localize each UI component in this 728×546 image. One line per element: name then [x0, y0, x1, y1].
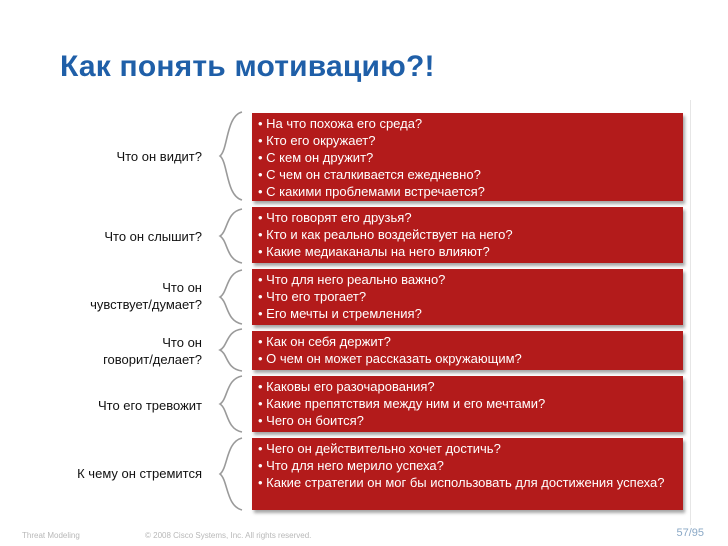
bullet-item: • Что для него реально важно?: [258, 272, 446, 287]
bullet-item: • Как он себя держит?: [258, 334, 391, 349]
row-label-aspires: К чему он стремится: [77, 466, 202, 481]
bullet-item: • Что говорят его друзья?: [258, 210, 412, 225]
bullet-item: • Каковы его разочарования?: [258, 379, 435, 394]
bullet-item: • Его мечты и стремления?: [258, 306, 422, 321]
bullet-item: • Какие препятствия между ним и его мечтами?: [258, 396, 546, 411]
bullet-box-says-does: [252, 331, 683, 370]
row-label-worries: Что его тревожит: [97, 398, 202, 413]
divider: [690, 100, 691, 525]
page-number: 57/95: [676, 527, 704, 539]
bullet-item: • Чего он действительно хочет достичь?: [258, 441, 501, 456]
bullet-box-feels-thinks: [252, 269, 683, 325]
bullet-item: • Чего он боится?: [258, 413, 364, 428]
bullet-item: • Какие стратегии он мог бы использовать для достижения успеха?: [258, 475, 665, 490]
bullet-item: • Что для него мерило успеха?: [258, 458, 444, 473]
page-title: Как понять мотивацию?!: [60, 50, 435, 83]
brace-icon: [218, 436, 248, 512]
footer-copyright: © 2008 Cisco Systems, Inc. All rights reserved.: [145, 531, 312, 540]
bullet-box-hears: [252, 207, 683, 263]
brace-icon: [218, 207, 248, 265]
brace-icon: [218, 374, 248, 434]
bullet-item: • С кем он дружит?: [258, 150, 374, 165]
bullet-item: • На что похожа его среда?: [258, 116, 423, 131]
brace-icon: [218, 327, 248, 373]
bullet-box-worries: [252, 376, 683, 432]
bullet-item: • О чем он может рассказать окружающим?: [258, 351, 522, 366]
row-label-feels-thinks: Что он чувствует/думает?: [90, 280, 202, 312]
bullet-box-sees: [252, 113, 683, 201]
bullet-item: • Какие медиаканалы на него влияют?: [258, 244, 490, 259]
row-label-hears: Что он слышит?: [104, 229, 202, 244]
row-label-says-does: Что он говорит/делает?: [103, 335, 202, 367]
bullet-item: • Что его трогает?: [258, 289, 367, 304]
bullet-item: • С чем он сталкивается ежедневно?: [258, 167, 481, 182]
footer-left: Threat Modeling: [22, 531, 80, 540]
bullet-item: • С какими проблемами встречается?: [258, 184, 485, 199]
bullet-item: • Кто его окружает?: [258, 133, 376, 148]
bullet-item: • Кто и как реально воздействует на него?: [258, 227, 513, 242]
row-label-sees: Что он видит?: [116, 149, 202, 164]
bullet-box-aspires: [252, 438, 683, 510]
brace-icon: [218, 268, 248, 326]
brace-icon: [218, 110, 248, 202]
